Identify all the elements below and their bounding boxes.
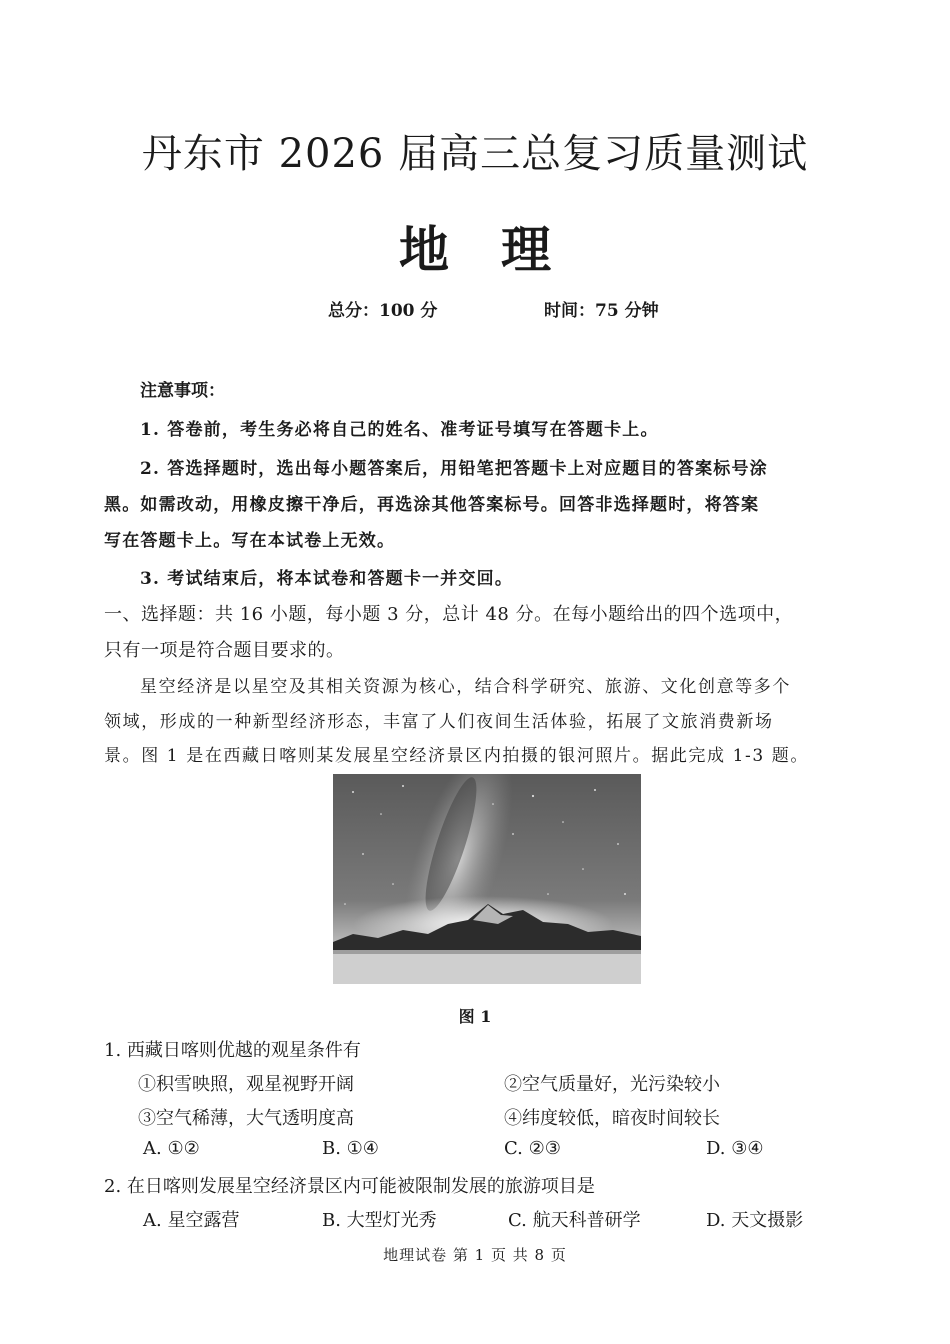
milky-way-photo xyxy=(333,774,641,984)
question-statement: ①积雪映照，观星视野开阔 xyxy=(138,1074,354,1095)
passage-line: 景。图 1 是在西藏日喀则某发展星空经济景区内拍摄的银河照片。据此完成 1-3 题。 xyxy=(104,746,810,766)
subject-title: 地理 xyxy=(399,220,603,279)
question-statement: ②空气质量好，光污染较小 xyxy=(504,1074,720,1095)
passage-line: 领域，形成的一种新型经济形态，丰富了人们夜间生活体验，拓展了文旅消费新场 xyxy=(104,712,774,732)
note-line: 写在答题卡上。写在本试卷上无效。 xyxy=(104,531,396,551)
question-stem: 2. 在日喀则发展星空经济景区内可能被限制发展的旅游项目是 xyxy=(104,1176,595,1197)
note-line: 3. 考试结束后，将本试卷和答题卡一并交回。 xyxy=(140,569,514,589)
question-statement: ③空气稀薄，大气透明度高 xyxy=(138,1108,354,1129)
answer-option: A. ①② xyxy=(143,1138,200,1159)
answer-option: D. 天文摄影 xyxy=(706,1210,804,1231)
question-stem: 1. 西藏日喀则优越的观星条件有 xyxy=(104,1040,361,1061)
answer-option: D. ③④ xyxy=(706,1138,764,1159)
exam-title: 丹东市 2026 届高三总复习质量测试 xyxy=(141,131,809,177)
note-line: 1. 答卷前，考生务必将自己的姓名、准考证号填写在答题卡上。 xyxy=(140,420,659,440)
section-instruction: 一、选择题：共 16 小题，每小题 3 分，总计 48 分。在每小题给出的四个选项中， xyxy=(104,604,794,625)
passage-line: 星空经济是以星空及其相关资源为核心，结合科学研究、旅游、文化创意等多个 xyxy=(140,677,791,697)
page-footer: 地理试卷 第 1 页 共 8 页 xyxy=(383,1246,567,1264)
notes-heading: 注意事项： xyxy=(140,381,225,401)
note-line: 2. 答选择题时，选出每小题答案后，用铅笔把答题卡上对应题目的答案标号涂 xyxy=(140,459,768,479)
answer-option: C. ②③ xyxy=(504,1138,561,1159)
answer-option: C. 航天科普研学 xyxy=(508,1210,641,1231)
exam-time: 时间：75 分钟 xyxy=(544,301,659,321)
answer-option: B. 大型灯光秀 xyxy=(322,1210,437,1231)
answer-option: B. ①④ xyxy=(322,1138,379,1159)
figure-caption: 图 1 xyxy=(458,1007,492,1026)
note-line: 黑。如需改动，用橡皮擦干净后，再选涂其他答案标号。回答非选择题时，将答案 xyxy=(104,495,760,515)
question-statement: ④纬度较低，暗夜时间较长 xyxy=(504,1108,720,1129)
total-score: 总分：100 分 xyxy=(328,301,438,321)
answer-option: A. 星空露营 xyxy=(143,1210,240,1231)
section-instruction: 只有一项是符合题目要求的。 xyxy=(104,640,345,661)
